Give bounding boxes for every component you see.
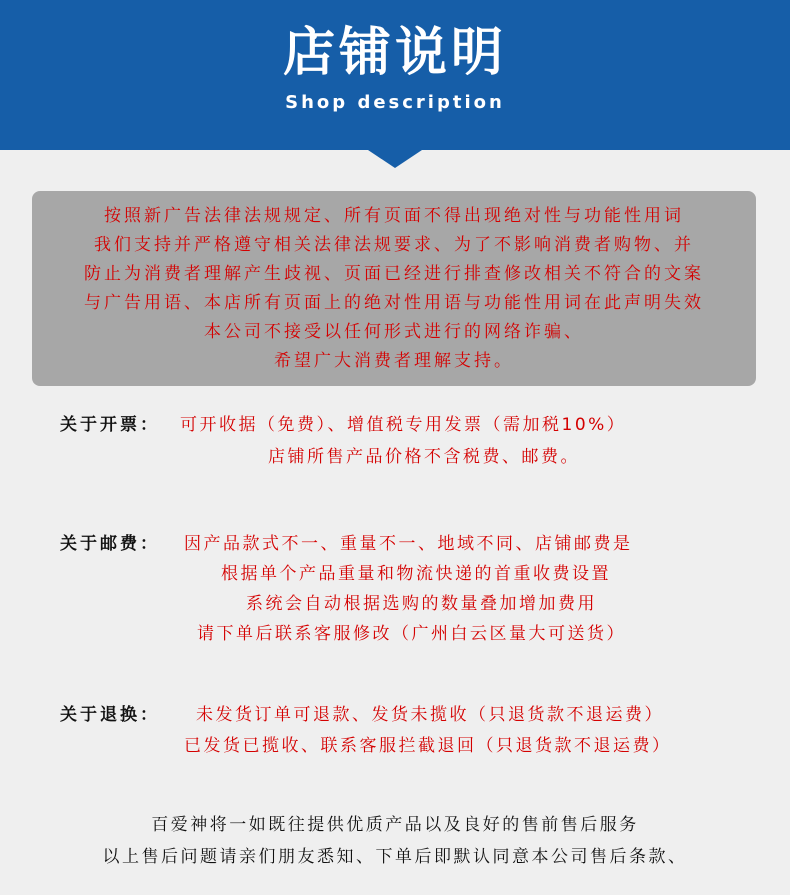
page-title: 店铺说明	[282, 23, 507, 83]
returns-label: 关于退换：	[60, 705, 160, 725]
invoice-line: 店铺所售产品价格不含税费、邮费。	[268, 447, 580, 467]
shipping-line: 系统会自动根据选购的数量叠加增加费用	[246, 594, 597, 614]
header-arrow-notch	[365, 148, 425, 168]
notice-line: 希望广大消费者理解支持。	[274, 351, 514, 371]
notice-line: 防止为消费者理解产生歧视、页面已经进行排查修改相关不符合的文案	[84, 264, 704, 284]
legal-notice-box	[32, 191, 756, 386]
shipping-section	[0, 529, 790, 653]
shipping-line: 请下单后联系客服修改（广州白云区量大可送货）	[197, 624, 626, 644]
invoice-label: 关于开票：	[60, 415, 160, 435]
shipping-line: 因产品款式不一、重量不一、地域不同、店铺邮费是	[184, 534, 633, 554]
notice-line: 本公司不接受以任何形式进行的网络诈骗、	[204, 322, 584, 342]
shipping-line: 根据单个产品重量和物流快递的首重收费设置	[221, 564, 611, 584]
notice-line: 与广告用语、本店所有页面上的绝对性用语与功能性用词在此声明失效	[84, 293, 704, 313]
returns-section	[0, 700, 790, 764]
notice-line: 我们支持并严格遵守相关法律法规要求、为了不影响消费者购物、并	[94, 235, 694, 255]
returns-line: 已发货已揽收、联系客服拦截退回（只退货款不退运费）	[184, 736, 672, 756]
header-banner	[0, 0, 790, 150]
invoice-line: 可开收据（免费）、增值税专用发票（需加税10%）	[180, 415, 627, 435]
footer-line: 百爱神将一如既往提供优质产品以及良好的售前售后服务	[151, 815, 639, 835]
invoice-section	[0, 410, 790, 474]
notice-line: 按照新广告法律法规规定、所有页面不得出现绝对性与功能性用词	[104, 206, 684, 226]
shipping-label: 关于邮费：	[60, 534, 160, 554]
page-subtitle: Shop description	[285, 92, 505, 113]
returns-line: 未发货订单可退款、发货未揽收（只退货款不退运费）	[196, 705, 664, 725]
footer-line: 以上售后问题请亲们朋友悉知、下单后即默认同意本公司售后条款、	[102, 847, 688, 867]
